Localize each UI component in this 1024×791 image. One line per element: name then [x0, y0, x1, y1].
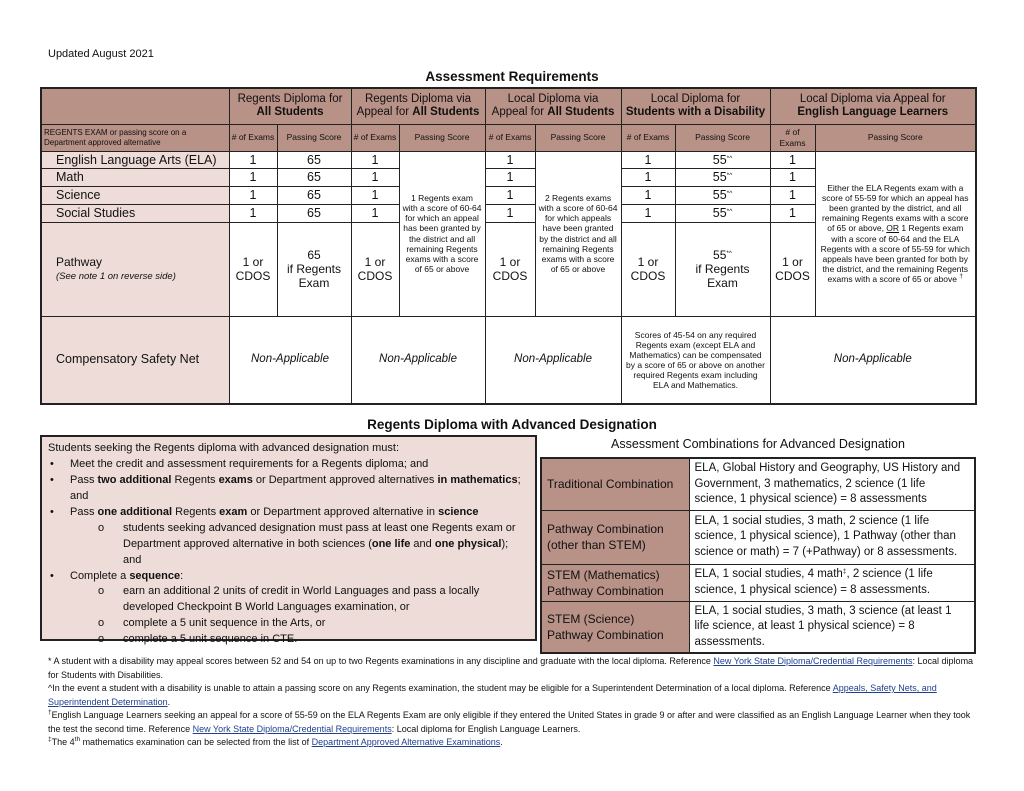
cell-value: 1: [621, 204, 675, 222]
cell-value: 1: [485, 187, 535, 205]
footnote: ^In the event a student with a disability is unable to attain a passing score on any Regents examination, the student may be eligible for a Superintendent Determination of a local diploma. Reference Appeals, Safety Nets, and Superintendent Determination.: [48, 683, 937, 707]
reference-link[interactable]: New York State Diploma/Credential Requirements: [192, 723, 392, 734]
reference-link[interactable]: Department Approved Alternative Examinations: [311, 737, 501, 747]
num-exams-header: # of Exams: [770, 124, 815, 151]
ell-appeal-text: Either the ELA Regents exam with a score of 55-59 for which an appeal has been granted by the district, and all remaining Regents exams with a score of 65 or above, OR 1 Regents exam with a score of 60-64 and the ELA Regents with a score of 55-59 for which appeals have been granted for both by the district, and the remaining Regents exams with a score of 65 or above †: [815, 151, 976, 316]
advanced-title: Regents Diploma with Advanced Designation: [367, 417, 657, 432]
combination-key: Traditional Combination: [541, 458, 689, 510]
assessment-title: Assessment Requirements: [425, 69, 599, 84]
updated-date: Updated August 2021: [48, 48, 154, 60]
cell-value: 1: [770, 169, 815, 187]
col-local-disability: Local Diploma for Students with a Disability: [621, 88, 770, 124]
sub-list-item: o earn an additional 2 units of credit in World Languages and pass a locally developed Checkpoint B World Languages examination, or: [98, 585, 480, 614]
cell-value: 65: [277, 169, 351, 187]
passing-score-header: Passing Score: [535, 124, 621, 151]
advanced-intro: Students seeking the Regents diploma with advanced designation must:: [48, 442, 399, 454]
num-exams-header: # of Exams: [485, 124, 535, 151]
num-exams-header: # of Exams: [229, 124, 277, 151]
col-regents: Regents Diploma for All Students: [229, 88, 351, 124]
cell-value: 1: [351, 187, 399, 205]
cell-value: 55*^ if Regents Exam: [675, 222, 770, 316]
cell-value: 65 if Regents Exam: [277, 222, 351, 316]
cell-value: 1 or CDOS: [770, 222, 815, 316]
na-cell: Non-Applicable: [229, 316, 351, 404]
subject-ela: English Language Arts (ELA): [41, 151, 229, 169]
combination-value: ELA, 1 social studies, 3 math, 2 science (1 life science, 1 physical science), 1 Pathway (other than science or math) = 7 (+Pathway) or 8 assessments.: [689, 510, 975, 564]
footnotes: [48, 655, 978, 750]
cell-value: 1: [621, 169, 675, 187]
cell-value: 1: [229, 151, 277, 169]
cell-value: 1: [351, 169, 399, 187]
combinations-title: Assessment Combinations for Advanced Designation: [611, 437, 905, 451]
cell-value: 65: [277, 187, 351, 205]
cell-value: 55*^: [675, 187, 770, 205]
combinations-table: [540, 457, 976, 654]
list-item: • Meet the credit and assessment requirements for a Regents diploma; and: [50, 457, 429, 470]
regents-appeal-text: 1 Regents exam with a score of 60-64 for which an appeal has been granted by the district and all remaining Regents exams with a score of 65 or above: [399, 151, 485, 316]
cell-value: 1: [770, 187, 815, 205]
corner-cell: [41, 88, 229, 124]
col-local-ell: Local Diploma via Appeal for English Language Learners: [770, 88, 976, 124]
subject-science: Science: [41, 187, 229, 205]
cell-value: 55*^: [675, 169, 770, 187]
num-exams-header: # of Exams: [621, 124, 675, 151]
sub-label: REGENTS EXAM or passing score on a Department approved alternative: [41, 124, 229, 151]
sub-list-item: o complete a 5 unit sequence in CTE.: [98, 633, 298, 646]
na-cell: Non-Applicable: [351, 316, 485, 404]
footnote: †English Language Learners seeking an appeal for a score of 55-59 on the ELA Regents Exam are only eligible if they entered the United States in grade 9 or after and were classified as an English Language Learner when they took the test the second time. Reference New York State Diploma/Credential Requirements: Local diploma for English Language Learners.: [48, 709, 971, 734]
cell-value: 1: [229, 204, 277, 222]
combination-value: ELA, 1 social studies, 4 math‡, 2 science (1 life science, 1 physical science) = 8 assessments.: [689, 564, 975, 601]
footnote: * A student with a disability may appeal scores between 52 and 54 on up to two Regents examinations in any discipline and graduate with the local diploma. Reference New York State Diploma/Credential Requirements: Local diploma for Students with Disabilities.: [48, 656, 974, 680]
cell-value: 1 or CDOS: [229, 222, 277, 316]
cell-value: 55*^: [675, 151, 770, 169]
cell-value: 1: [229, 187, 277, 205]
cell-value: 65: [277, 151, 351, 169]
col-local-appeal: Local Diploma via Appeal for All Students: [485, 88, 621, 124]
passing-score-header: Passing Score: [277, 124, 351, 151]
cell-value: 1: [485, 204, 535, 222]
cell-value: 1: [621, 151, 675, 169]
subject-pathway: Pathway (See note 1 on reverse side): [41, 222, 229, 316]
safety-net-text: Scores of 45-54 on any required Regents exam (except ELA and Mathematics) can be compensated by a score of 65 or above on another required Regents exam including ELA and Mathematics.: [621, 316, 770, 404]
passing-score-header: Passing Score: [399, 124, 485, 151]
passing-score-header: Passing Score: [675, 124, 770, 151]
cell-value: 1: [229, 169, 277, 187]
sub-list-item: o complete a 5 unit sequence in the Arts, or: [98, 617, 326, 630]
combination-key: STEM (Mathematics) Pathway Combination: [541, 564, 689, 601]
na-cell: Non-Applicable: [770, 316, 976, 404]
cell-value: 1: [621, 187, 675, 205]
cell-value: 1: [485, 151, 535, 169]
cell-value: 1: [351, 204, 399, 222]
subject-math: Math: [41, 169, 229, 187]
advanced-requirements-box: [40, 435, 537, 646]
cell-value: 1: [770, 151, 815, 169]
reference-link[interactable]: New York State Diploma/Credential Requirements: [713, 656, 913, 666]
subject-safety-net: Compensatory Safety Net: [41, 316, 229, 404]
assessment-table: [40, 87, 977, 405]
combination-key: STEM (Science) Pathway Combination: [541, 601, 689, 653]
list-item: • Complete a sequence:: [50, 569, 184, 582]
sub-list-item: o students seeking advanced designation must pass at least one Regents exam or Department approved alternative in both sciences (one life and one physical); and: [98, 521, 516, 566]
reference-link[interactable]: Appeals, Safety Nets, and Superintendent Determination: [48, 683, 937, 707]
cell-value: 1: [485, 169, 535, 187]
cell-value: 1 or CDOS: [621, 222, 675, 316]
col-regents-appeal: Regents Diploma via Appeal for All Students: [351, 88, 485, 124]
cell-value: 65: [277, 204, 351, 222]
cell-value: 1 or CDOS: [485, 222, 535, 316]
combination-value: ELA, Global History and Geography, US History and Government, 3 mathematics, 2 science (1 life science, 1 physical science) = 8 assessments: [689, 458, 975, 510]
cell-value: 1: [351, 151, 399, 169]
list-item: • Pass one additional Regents exam or Department approved alternative in science: [50, 505, 479, 518]
combination-key: Pathway Combination (other than STEM): [541, 510, 689, 564]
passing-score-header: Passing Score: [815, 124, 976, 151]
num-exams-header: # of Exams: [351, 124, 399, 151]
local-appeal-text: 2 Regents exams with a score of 60-64 for which appeals have been granted by the district and all remaining Regents exams with a score of 65 or above: [535, 151, 621, 316]
list-item: • Pass two additional Regents exams or Department approved alternatives in mathematics; and: [50, 473, 521, 502]
subject-social-studies: Social Studies: [41, 204, 229, 222]
cell-value: 1: [770, 204, 815, 222]
combination-value: ELA, 1 social studies, 3 math, 3 science (at least 1 life science, at least 1 physical science) = 8 assessments.: [689, 601, 975, 653]
cell-value: 1 or CDOS: [351, 222, 399, 316]
na-cell: Non-Applicable: [485, 316, 621, 404]
cell-value: 55*^: [675, 204, 770, 222]
footnote: ‡The 4th mathematics examination can be selected from the list of Department Approved Alternative Examinations.: [48, 736, 503, 747]
